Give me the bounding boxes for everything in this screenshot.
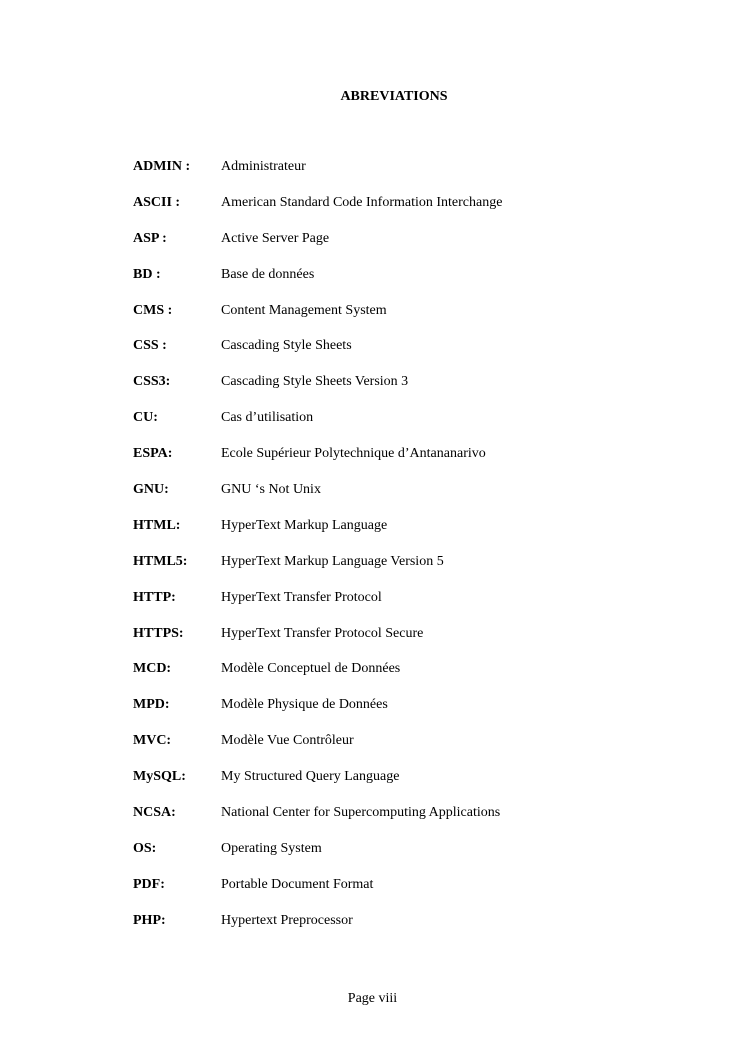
page-number: Page viii [347, 991, 398, 1006]
abbreviation-definition: National Center for Supercomputing Applications [221, 805, 501, 821]
list-item [133, 553, 653, 589]
abbreviation-definition: Operating System [221, 840, 322, 856]
abbreviation-definition: Modèle Vue Contrôleur [221, 733, 354, 749]
list-item [133, 912, 653, 948]
page-title: ABREVIATIONS [340, 89, 448, 104]
list-item [133, 517, 653, 553]
list-item [133, 158, 653, 194]
abbreviation-definition: Hypertext Preprocessor [221, 912, 353, 928]
abbreviation-term: MySQL: [133, 769, 186, 785]
abbreviation-term: PDF: [133, 876, 165, 892]
list-item [133, 625, 653, 661]
abbreviation-list [133, 158, 653, 948]
abbreviation-term: HTTP: [133, 589, 176, 605]
abbreviation-definition: Modèle Physique de Données [221, 697, 388, 713]
abbreviation-definition: HyperText Markup Language Version 5 [221, 553, 444, 569]
list-item [133, 696, 653, 732]
abbreviation-term: HTML: [133, 517, 181, 533]
abbreviation-term: BD : [133, 266, 161, 282]
abbreviation-term: CMS : [133, 302, 173, 318]
list-item [133, 481, 653, 517]
list-item [133, 804, 653, 840]
list-item [133, 768, 653, 804]
abbreviation-definition: Ecole Supérieur Polytechnique d’Antananarivo [221, 446, 486, 462]
abbreviation-term: CSS : [133, 338, 167, 354]
abbreviation-definition: Administrateur [221, 159, 306, 174]
list-item [133, 194, 653, 230]
abbreviation-term: ESPA: [133, 446, 173, 462]
abbreviation-term: HTML5: [133, 553, 188, 569]
abbreviation-term: OS: [133, 840, 157, 856]
list-item [133, 266, 653, 302]
abbreviation-definition: Portable Document Format [221, 876, 374, 892]
abbreviation-definition: HyperText Transfer Protocol Secure [221, 625, 424, 641]
list-item [133, 409, 653, 445]
list-item [133, 840, 653, 876]
abbreviation-term: CU: [133, 410, 158, 426]
abbreviation-definition: Cascading Style Sheets [221, 338, 352, 354]
abbreviation-term: GNU: [133, 482, 169, 498]
abbreviation-definition: Content Management System [221, 302, 387, 318]
abbreviation-definition: HyperText Markup Language [221, 517, 388, 533]
list-item [133, 230, 653, 266]
list-item [133, 589, 653, 625]
abbreviation-term: ASCII : [133, 194, 181, 210]
abbreviation-definition: GNU ‘s Not Unix [221, 482, 321, 498]
list-item [133, 373, 653, 409]
abbreviation-definition: American Standard Code Information Interchange [221, 194, 503, 210]
list-item [133, 337, 653, 373]
list-item [133, 732, 653, 768]
list-item [133, 876, 653, 912]
abbreviation-definition: Base de données [221, 266, 315, 282]
abbreviation-definition: Cas d’utilisation [221, 410, 314, 426]
abbreviation-term: ASP : [133, 230, 167, 246]
abbreviation-term: MCD: [133, 661, 172, 677]
list-item [133, 660, 653, 696]
abbreviation-term: NCSA: [133, 805, 176, 821]
abbreviation-term: MPD: [133, 697, 170, 713]
abbreviation-definition: HyperText Transfer Protocol [221, 589, 382, 605]
abbreviation-term: HTTPS: [133, 625, 184, 641]
abbreviation-definition: My Structured Query Language [221, 769, 400, 785]
abbreviation-definition: Cascading Style Sheets Version 3 [221, 374, 409, 390]
abbreviation-definition: Modèle Conceptuel de Données [221, 661, 401, 677]
abbreviation-term: ADMIN : [133, 159, 191, 174]
abbreviation-term: PHP: [133, 912, 166, 928]
abbreviation-term: MVC: [133, 733, 172, 749]
abbreviation-definition: Active Server Page [221, 230, 330, 246]
abbreviation-term: CSS3: [133, 374, 171, 390]
list-item [133, 302, 653, 338]
list-item [133, 445, 653, 481]
